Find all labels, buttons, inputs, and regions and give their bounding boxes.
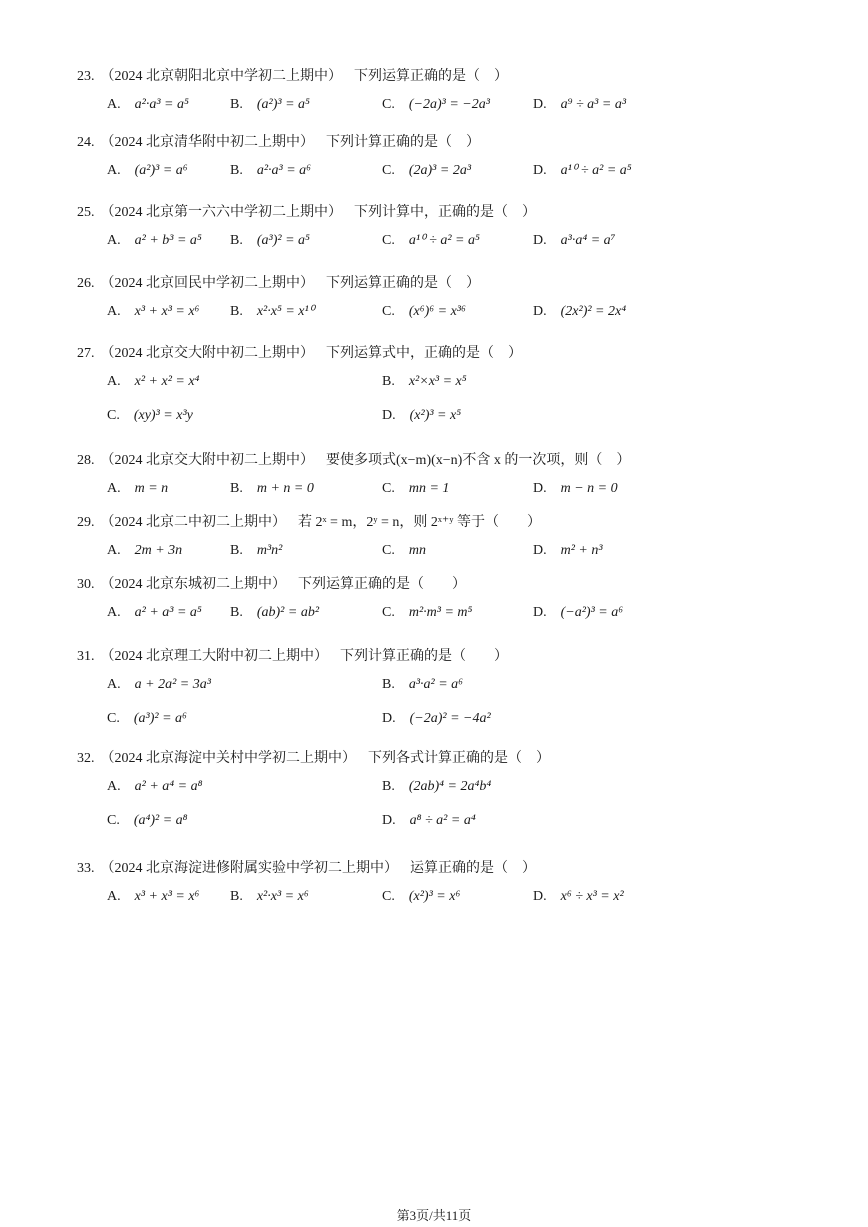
option-letter: C.	[107, 813, 120, 828]
option-letter: B.	[230, 481, 243, 496]
option-c	[382, 596, 472, 630]
option-d	[382, 702, 491, 736]
option-a	[107, 770, 202, 804]
option-b	[230, 472, 314, 506]
question-stem: 若 2ˣ = m，2ʸ = n，则 2ˣ⁺ʸ 等于（ ）	[298, 515, 541, 530]
question-source: （2024 北京理工大附中初二上期中）	[100, 649, 328, 664]
question-header	[77, 202, 817, 224]
question-item	[77, 273, 817, 329]
option-expression: (2ab)⁴ = 2a⁴b⁴	[408, 779, 492, 794]
option-c	[382, 154, 471, 188]
option-letter: A.	[107, 233, 121, 248]
option-letter: C.	[382, 605, 395, 620]
option-letter: D.	[533, 889, 547, 904]
option-letter: A.	[107, 779, 121, 794]
option-d	[533, 154, 632, 188]
option-letter: B.	[230, 543, 243, 558]
question-header	[77, 646, 817, 668]
question-source: （2024 北京二中初二上期中）	[100, 515, 286, 530]
question-source: （2024 北京回民中学初二上期中）	[100, 276, 314, 291]
option-letter: A.	[107, 374, 121, 389]
option-expression: mn	[408, 543, 426, 558]
option-letter: D.	[382, 813, 396, 828]
options-row	[77, 596, 817, 630]
option-c	[382, 88, 490, 122]
option-letter: B.	[230, 605, 243, 620]
options-row	[77, 154, 817, 188]
question-item	[77, 574, 817, 630]
option-letter: A.	[107, 677, 121, 692]
option-expression: (a³)² = a⁶	[133, 711, 187, 726]
question-item	[77, 512, 817, 568]
question-header	[77, 132, 817, 154]
question-source: （2024 北京海淀进修附属实验中学初二上期中）	[100, 861, 398, 876]
question-item	[77, 132, 817, 188]
option-expression: (a⁴)² = a⁸	[133, 813, 188, 828]
option-d	[533, 472, 618, 506]
option-letter: A.	[107, 97, 121, 112]
option-expression: m² + n³	[560, 543, 603, 558]
option-a	[107, 880, 199, 914]
option-expression: (xy)³ = x³y	[133, 408, 193, 423]
option-d	[533, 295, 626, 329]
question-number: 29.	[77, 515, 95, 530]
option-b	[230, 88, 310, 122]
option-d	[533, 880, 624, 914]
option-letter: D.	[533, 163, 547, 178]
option-b	[382, 770, 491, 804]
question-number: 26.	[77, 276, 95, 291]
option-expression: 2m + 3n	[134, 543, 183, 558]
option-b	[382, 668, 463, 702]
question-source: （2024 北京朝阳北京中学初二上期中）	[100, 69, 342, 84]
option-expression: mn = 1	[408, 481, 450, 496]
option-expression: (ab)² = ab²	[256, 605, 320, 620]
option-expression: a⁸ ÷ a² = a⁴	[409, 813, 476, 828]
option-letter: D.	[533, 97, 547, 112]
option-expression: (−2a)³ = −2a³	[408, 97, 490, 112]
option-b	[230, 880, 309, 914]
question-stem: 运算正确的是（ ）	[410, 861, 536, 876]
question-header	[77, 273, 817, 295]
question-number: 25.	[77, 205, 95, 220]
question-source: （2024 北京交大附中初二上期中）	[100, 346, 314, 361]
option-letter: D.	[382, 408, 396, 423]
option-letter: A.	[107, 889, 121, 904]
option-expression: x³ + x³ = x⁶	[134, 889, 200, 904]
option-c	[107, 702, 187, 736]
option-b	[230, 596, 319, 630]
option-expression: (−2a)² = −4a²	[409, 711, 491, 726]
question-stem: 下列各式计算正确的是（ ）	[368, 751, 550, 766]
option-expression: a¹⁰ ÷ a² = a⁵	[408, 233, 480, 248]
option-c	[382, 880, 460, 914]
question-item	[77, 858, 817, 914]
option-letter: B.	[230, 304, 243, 319]
option-expression: a²·a³ = a⁵	[134, 97, 189, 112]
option-a	[107, 295, 199, 329]
options-row	[77, 224, 817, 258]
option-letter: C.	[382, 481, 395, 496]
option-letter: A.	[107, 304, 121, 319]
question-item	[77, 450, 817, 506]
question-number: 23.	[77, 69, 95, 84]
question-stem: 下列计算正确的是（ ）	[340, 649, 508, 664]
option-expression: a + 2a² = 3a³	[134, 677, 211, 692]
question-header	[77, 450, 817, 472]
question-number: 32.	[77, 751, 95, 766]
question-header	[77, 66, 817, 88]
options-row	[77, 295, 817, 329]
option-expression: a³·a² = a⁶	[408, 677, 464, 692]
option-letter: B.	[382, 677, 395, 692]
question-header	[77, 748, 817, 770]
question-stem: 下列计算正确的是（ ）	[326, 135, 480, 150]
option-letter: C.	[382, 163, 395, 178]
option-a	[107, 154, 188, 188]
option-expression: (x²)³ = x⁶	[408, 889, 461, 904]
option-b	[230, 154, 311, 188]
option-letter: C.	[382, 97, 395, 112]
question-source: （2024 北京交大附中初二上期中）	[100, 453, 314, 468]
option-letter: A.	[107, 605, 121, 620]
option-expression: m³n²	[256, 543, 283, 558]
option-expression: x⁶ ÷ x³ = x²	[560, 889, 624, 904]
question-number: 31.	[77, 649, 95, 664]
option-letter: D.	[382, 711, 396, 726]
question-header	[77, 512, 817, 534]
question-header	[77, 574, 817, 596]
options-row	[77, 472, 817, 506]
option-expression: a² + a³ = a⁵	[134, 605, 202, 620]
option-b	[230, 534, 282, 568]
question-item	[77, 66, 817, 122]
option-a	[107, 365, 199, 399]
option-c	[382, 534, 426, 568]
options-row	[77, 880, 817, 914]
question-source: （2024 北京海淀中关村中学初二上期中）	[100, 751, 356, 766]
option-letter: B.	[230, 233, 243, 248]
option-d	[382, 399, 461, 433]
question-stem: 下列运算式中，正确的是（ ）	[326, 346, 522, 361]
option-expression: m = n	[134, 481, 169, 496]
question-source: （2024 北京东城初二上期中）	[100, 577, 286, 592]
question-stem: 下列运算正确的是（ ）	[326, 276, 480, 291]
option-letter: B.	[382, 374, 395, 389]
option-c	[382, 472, 449, 506]
option-expression: (−a²)³ = a⁶	[560, 605, 624, 620]
option-expression: (a³)² = a⁵	[256, 233, 310, 248]
options-row	[77, 770, 817, 804]
options-row	[77, 702, 817, 736]
option-a	[107, 668, 211, 702]
option-expression: x²·x³ = x⁶	[256, 889, 309, 904]
option-letter: D.	[533, 543, 547, 558]
option-c	[382, 295, 466, 329]
question-number: 27.	[77, 346, 95, 361]
question-number: 33.	[77, 861, 95, 876]
option-a	[107, 472, 168, 506]
option-a	[107, 88, 189, 122]
option-d	[533, 596, 623, 630]
question-item	[77, 343, 817, 433]
question-header	[77, 858, 817, 880]
option-expression: (x²)³ = x⁵	[409, 408, 462, 423]
option-expression: (a²)³ = a⁵	[256, 97, 310, 112]
option-d	[533, 224, 616, 258]
option-a	[107, 596, 202, 630]
option-letter: C.	[382, 233, 395, 248]
option-expression: a² + b³ = a⁵	[134, 233, 202, 248]
options-row	[77, 88, 817, 122]
options-row	[77, 534, 817, 568]
question-number: 30.	[77, 577, 95, 592]
option-c	[382, 224, 480, 258]
options-row	[77, 399, 817, 433]
option-d	[533, 534, 603, 568]
option-letter: D.	[533, 233, 547, 248]
option-letter: B.	[230, 97, 243, 112]
question-number: 28.	[77, 453, 95, 468]
option-expression: a⁹ ÷ a³ = a³	[560, 97, 627, 112]
option-expression: a²·a³ = a⁶	[256, 163, 312, 178]
question-stem: 下列运算正确的是（ ）	[354, 69, 508, 84]
option-d	[382, 804, 476, 838]
option-expression: a³·a⁴ = a⁷	[560, 233, 616, 248]
option-letter: A.	[107, 481, 121, 496]
option-letter: C.	[382, 889, 395, 904]
option-letter: D.	[533, 481, 547, 496]
option-b	[230, 224, 310, 258]
option-letter: C.	[382, 543, 395, 558]
options-row	[77, 365, 817, 399]
question-header	[77, 343, 817, 365]
question-stem: 下列运算正确的是（ ）	[298, 577, 466, 592]
option-a	[107, 224, 202, 258]
option-letter: A.	[107, 543, 121, 558]
option-a	[107, 534, 182, 568]
question-item	[77, 748, 817, 838]
question-stem: 要使多项式(x−m)(x−n)不含 x 的一次项，则（ ）	[326, 453, 631, 468]
option-letter: B.	[382, 779, 395, 794]
question-source: （2024 北京第一六六中学初二上期中）	[100, 205, 342, 220]
option-expression: x³ + x³ = x⁶	[134, 304, 200, 319]
option-expression: a² + a⁴ = a⁸	[134, 779, 203, 794]
question-stem: 下列计算中，正确的是（ ）	[354, 205, 536, 220]
question-item	[77, 646, 817, 736]
option-letter: B.	[230, 889, 243, 904]
options-row	[77, 668, 817, 702]
option-letter: D.	[533, 304, 547, 319]
option-expression: (2a)³ = 2a³	[408, 163, 472, 178]
option-expression: a¹⁰ ÷ a² = a⁵	[560, 163, 632, 178]
option-c	[107, 399, 193, 433]
options-row	[77, 804, 817, 838]
option-letter: C.	[107, 408, 120, 423]
option-expression: x²×x³ = x⁵	[408, 374, 467, 389]
option-expression: (x⁶)⁶ = x³⁶	[408, 304, 466, 319]
page-footer: 第3页/共11页	[396, 1208, 472, 1223]
option-expression: (a²)³ = a⁶	[134, 163, 188, 178]
option-c	[107, 804, 188, 838]
question-source: （2024 北京清华附中初二上期中）	[100, 135, 314, 150]
option-expression: m²·m³ = m⁵	[408, 605, 473, 620]
option-letter: A.	[107, 163, 121, 178]
option-expression: m − n = 0	[560, 481, 618, 496]
option-expression: (2x²)² = 2x⁴	[560, 304, 627, 319]
option-b	[382, 365, 467, 399]
option-letter: B.	[230, 163, 243, 178]
option-letter: C.	[382, 304, 395, 319]
option-expression: x² + x² = x⁴	[134, 374, 200, 389]
option-expression: m + n = 0	[256, 481, 314, 496]
question-number: 24.	[77, 135, 95, 150]
option-d	[533, 88, 626, 122]
question-item	[77, 202, 817, 258]
option-expression: x²·x⁵ = x¹⁰	[256, 304, 315, 319]
option-letter: D.	[533, 605, 547, 620]
option-b	[230, 295, 314, 329]
option-letter: C.	[107, 711, 120, 726]
